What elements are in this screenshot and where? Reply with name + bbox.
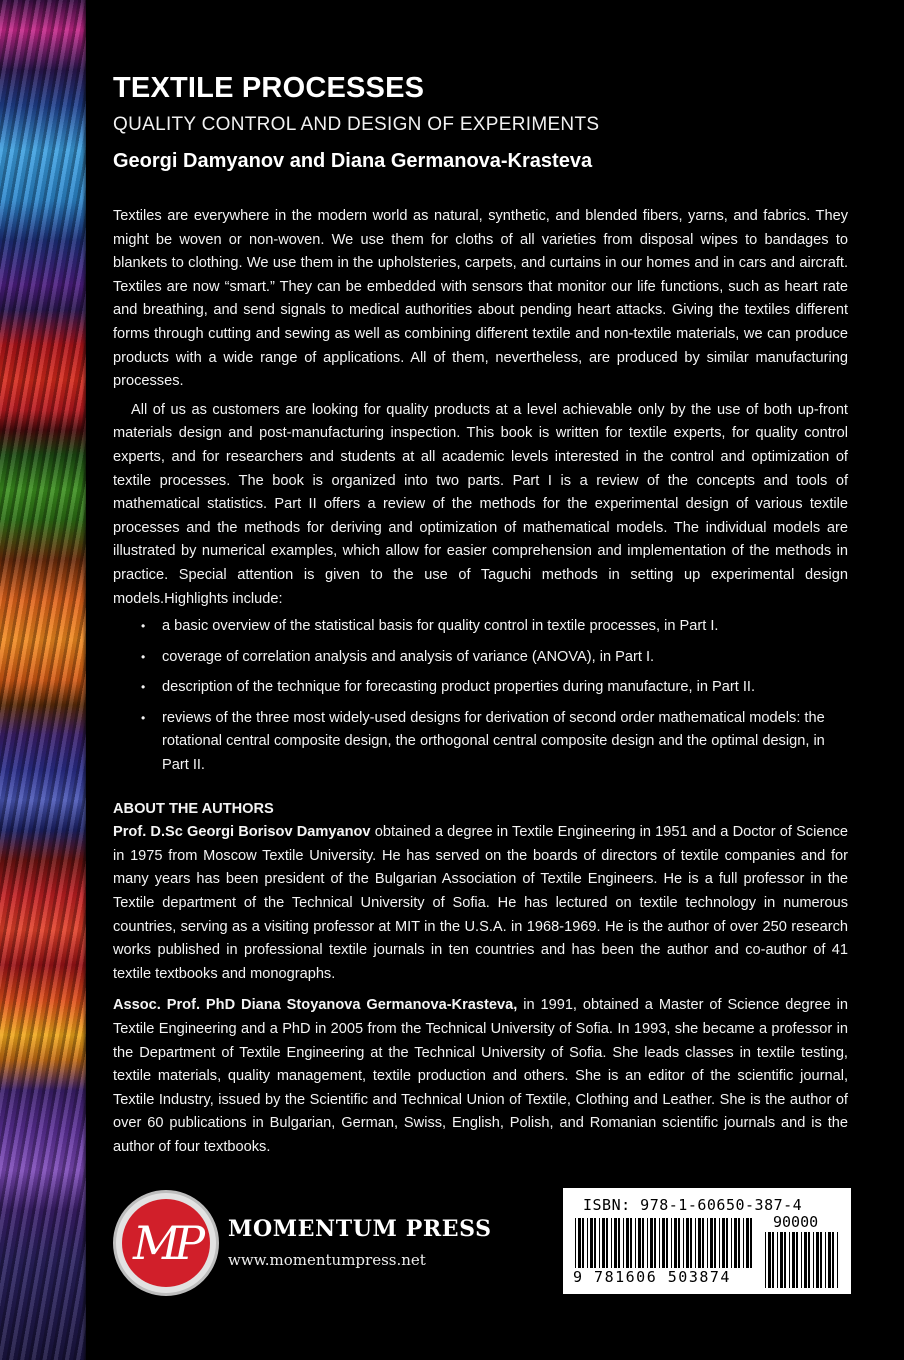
author-1-name: Prof. D.Sc Georgi Borisov Damyanov — [113, 824, 371, 841]
list-item: • coverage of correlation analysis and analysis of variance (ANOVA), in Part I. — [113, 646, 848, 670]
about-authors-section — [113, 798, 848, 1160]
barcode-addon-bars — [761, 1232, 843, 1288]
list-item: • a basic overview of the statistical basis for quality control in textile processes, in Part I. — [113, 615, 848, 639]
book-title: TEXTILE PROCESSES — [113, 72, 425, 104]
bullet-icon: • — [141, 649, 146, 664]
author-2-bio: Assoc. Prof. PhD Diana Stoyanova Germanova-Krasteva, in 1991, obtained a Master of Science degree in Textile Engineering and a PhD in 2005 from the Technical University of Sofia. In 1993, she became a professor in the Department of Textile Engineering at the Technical University of Sofia. She leads classes in textile testing, textile materials, quality management, textile production and others. She is an editor of the scientific journal, Textile Industry, issued by the Scientific and Technical Union of Textile, Clothing and Leather. She is the author of over 60 publications in Bulgarian, German, Swiss, English, Polish, and Romanian scientific journals and is the author of four textbooks. — [113, 997, 848, 1155]
author-2-name: Assoc. Prof. PhD Diana Stoyanova Germanova-Krasteva, — [113, 997, 518, 1014]
list-item: • reviews of the three most widely-used designs for derivation of second order mathematical models: the rotational central composite design, the orthogonal central composite design and the optimal design, in Part II. — [113, 707, 848, 778]
description-paragraph-1: Textiles are everywhere in the modern world as natural, synthetic, and blended fibers, yarns, and fabrics. They might be woven or non-woven. We use them for cloths of all varieties from disposal wipes to bandages to blankets to clothing. We use them in the upholsteries, carpets, and curtains in our homes and in cars and aircraft. Textiles are now “smart.” They can be embedded with sensors that monitor our life functions, such as heart rate and breathing, and send signals to medical authorities about pending heart attacks. Giving the textiles different forms through cutting and sewing as well as combining different textile and non-textile materials, we can produce products with a wide range of applications. All of them, nevertheless, are produced by similar manufacturing processes. — [113, 208, 848, 390]
bullet-icon: • — [141, 680, 146, 695]
publisher-name: MOMENTUM PRESS — [228, 1216, 492, 1242]
list-item: • description of the technique for forecasting product properties during manufacture, in Part II. — [113, 676, 848, 700]
isbn-label: ISBN: 978-1-60650-387-4 — [583, 1196, 803, 1214]
publisher-logo — [113, 1190, 219, 1296]
yarn-strip-shadow — [82, 0, 90, 1360]
barcode-ean-digits: 9 781606 503874 — [571, 1268, 761, 1286]
highlights-list — [113, 615, 848, 778]
book-authors: Georgi Damyanov and Diana Germanova-Krasteva — [113, 150, 593, 172]
author-1-bio: Prof. D.Sc Georgi Borisov Damyanov obtained a degree in Textile Engineering in 1951 and a Doctor of Science in 1975 from Moscow Textile University. He has served on the boards of directors of textile companies and for many years has been president of the Bulgarian Association of Textile Engineers. He is a full professor in the Textile department of the Technical University of Sofia. He has lectured on textile technology in numerous countries, serving as a visiting professor at MIT in the U.S.A. in 1968-1969. He is the author of over 250 research works published in professional textile journals in ten countries and has been the author and co-author of 41 textile textbooks and monographs. — [113, 824, 848, 982]
publisher-logo-mark: MP — [122, 1199, 210, 1287]
bullet-icon: • — [141, 710, 146, 725]
isbn-barcode — [563, 1188, 851, 1294]
about-authors-heading: ABOUT THE AUTHORS — [113, 800, 274, 817]
yarn-image-strip — [0, 0, 86, 1360]
back-cover-body — [113, 205, 848, 1160]
book-subtitle: QUALITY CONTROL AND DESIGN OF EXPERIMENTS — [113, 114, 600, 135]
publisher-url: www.momentumpress.net — [228, 1251, 426, 1269]
description-paragraph-2: All of us as customers are looking for quality products at a level achievable only by the use of both up-front materials design and post-manufacturing inspection. This book is written for textile experts, for quality control experts, and for researchers and students at all academic levels interested in the control and optimization of textile processes. The book is organized into two parts. Part I is a review of the concepts and tools of mathematical statistics. Part II offers a review of the methods for the experimental design of various textile processes and the methods for deriving and optimization of mathematical models. The individual models are illustrated by numerical examples, which allow for easier comprehension and implementation of the methods in practice. Special attention is given to the use of Taguchi methods in setting up experimental design models.Highlights include: — [113, 401, 848, 607]
barcode-addon-number: 90000 — [773, 1213, 819, 1231]
bullet-icon: • — [141, 619, 146, 634]
